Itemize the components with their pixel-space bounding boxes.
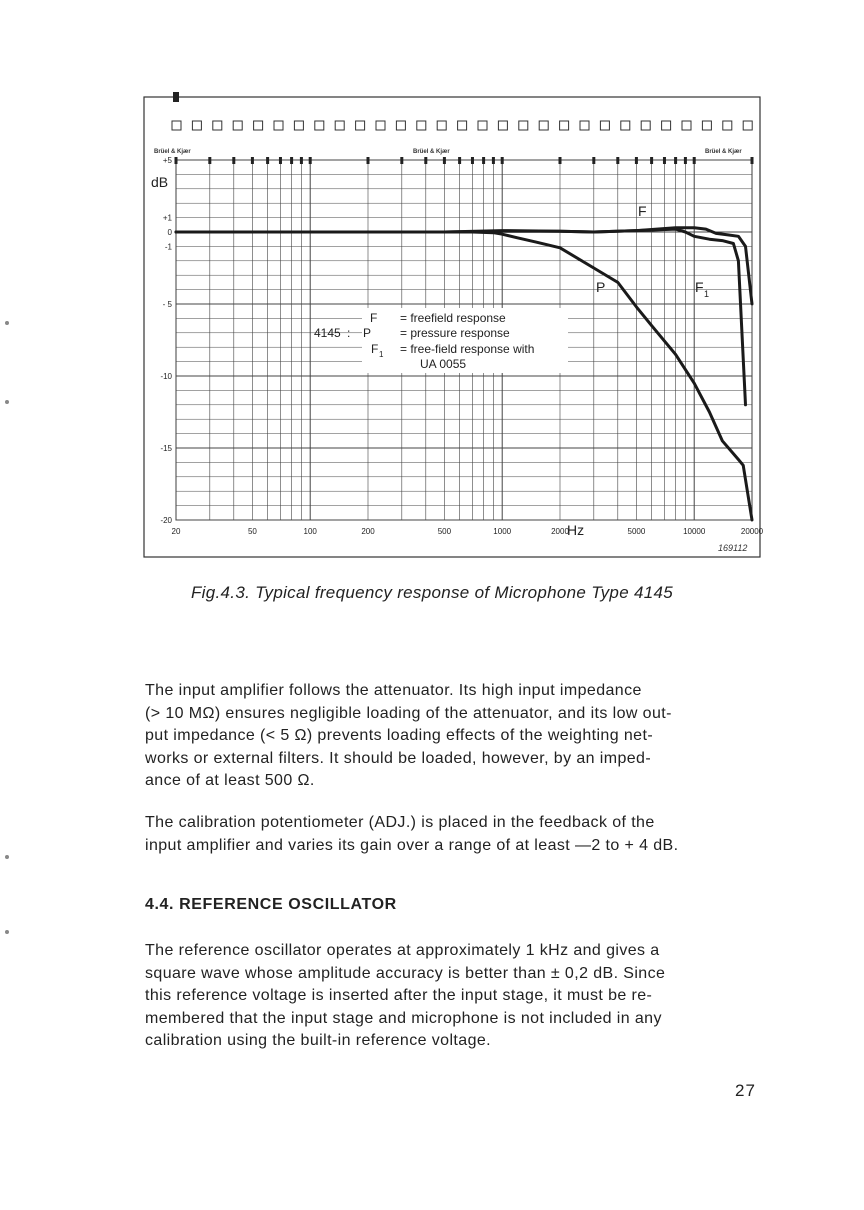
margin-mark [5,400,9,404]
sprocket-hole [682,121,691,130]
top-tick [693,157,696,164]
sprocket-hole [641,121,650,130]
top-tick [443,157,446,164]
top-tick [501,157,504,164]
legend-symbol-f: F [370,311,378,325]
top-tick [663,157,666,164]
top-tick [424,157,427,164]
top-tick [232,157,235,164]
x-tick-label: 20000 [740,527,764,536]
top-tick [309,157,312,164]
curve-label-f1-sub: 1 [704,289,710,299]
sprocket-hole [560,121,569,130]
paragraph-line: put impedance (< 5 Ω) prevents loading effects of the weighting net- [145,727,654,744]
top-tick [471,157,474,164]
y-tick-label: -1 [164,242,172,252]
legend-text-f: = freefield response [400,311,506,325]
legend-symbol-f1-sub: 1 [379,350,384,359]
x-tick-label: 20 [171,527,181,536]
x-tick-label: 500 [437,527,452,536]
top-tick [482,157,485,164]
frame-marker [173,92,179,102]
legend-text-f1: = free-field response with [400,342,535,356]
sprocket-hole [743,121,752,130]
curve-label-p: P [596,279,606,295]
paragraph-line: square wave whose amplitude accuracy is better than ± 0,2 dB. Since [145,964,666,982]
top-tick [751,157,754,164]
margin-mark [5,930,9,934]
x-tick-label: 200 [361,527,375,536]
sprocket-hole [702,121,711,130]
sprocket-hole [539,121,548,130]
x-tick-label: 1000 [493,527,512,536]
brand-mark-center: Brüel & Kjær [413,149,450,155]
paragraph-line: input amplifier and varies its gain over a range of at least —2 to + 4 dB. [145,836,679,854]
x-tick-label: 100 [303,527,317,536]
legend-model-number: 4145 [314,326,341,340]
y-tick-label: -15 [160,444,172,453]
paragraph-line: (> 10 MΩ) ensures negligible loading of the attenuator, and its low out- [145,704,672,722]
sprocket-hole [376,121,385,130]
x-tick-label: 5000 [627,527,646,536]
top-tick [592,157,595,164]
sprocket-hole [315,121,324,130]
sprocket-hole [254,121,263,130]
paragraph-line: works or external filters. It should be loaded, however, by an imped- [145,749,652,767]
top-tick [290,157,293,164]
sprocket-hole [458,121,467,130]
y-tick-labels [160,156,172,525]
y-tick-label: -20 [160,516,172,525]
paragraph-line: The reference oscillator operates at approximately 1 kHz and gives a [145,942,660,959]
paragraph-line: membered that the input stage and microphone is not included in any [145,1009,662,1027]
y-unit-label: dB [151,174,169,190]
top-tick [251,157,254,164]
paragraph-reference-oscillator [145,940,765,1053]
paragraph-line: this reference voltage is inserted after the input stage, it must be re- [145,987,653,1004]
x-tick-label: 50 [247,527,257,536]
legend-symbol-p: P [363,326,372,340]
top-tick [266,157,269,164]
top-tick [279,157,282,164]
sprocket-hole [172,121,181,130]
legend-symbol-f1: F [371,342,379,356]
sprocket-hole [723,121,732,130]
sprocket-hole [233,121,242,130]
sprocket-hole [417,121,426,130]
brand-mark-left: Brüel & Kjær [154,149,191,155]
x-unit-label: Hz [567,522,585,538]
x-tick-labels [172,527,764,536]
x-tick-label: 10000 [683,527,706,536]
y-tick-label: +5 [162,156,172,165]
sprocket-hole [580,121,589,130]
top-tick [674,157,677,164]
paragraph-line: The input amplifier follows the attenuator. Its high input impedance [145,682,642,699]
page-number: 27 [735,1081,756,1100]
sprocket-hole [335,121,344,130]
legend-dots: : [347,326,351,340]
top-tick [458,157,461,164]
top-tick [300,157,303,164]
brand-mark-right: Brüel & Kjær [705,149,742,155]
y-tick-label: - 5 [162,300,172,309]
figure-caption: Fig.4.3. Typical frequency response of Microphone Type 4145 [191,583,673,602]
frequency-response-figure [0,0,864,570]
paragraph-line: The calibration potentiometer (ADJ.) is placed in the feedback of the [145,814,655,831]
margin-mark [5,321,9,325]
section-heading: 4.4. REFERENCE OSCILLATOR [145,896,397,913]
top-tick [175,157,178,164]
sprocket-hole [437,121,446,130]
y-tick-label: +1 [162,213,172,223]
top-tick [400,157,403,164]
paragraph-input-amplifier [145,680,765,793]
curve-label-f: F [638,203,647,219]
sprocket-holes [172,121,752,130]
top-tick [492,157,495,164]
sprocket-hole [600,121,609,130]
top-tick [208,157,211,164]
paragraph-line: ance of at least 500 Ω. [145,772,315,789]
sprocket-hole [213,121,222,130]
y-tick-label: 0 [167,228,172,237]
legend-text-p: = pressure response [400,326,510,340]
sprocket-hole [478,121,487,130]
top-tick [684,157,687,164]
top-tick [635,157,638,164]
sprocket-hole [396,121,405,130]
sprocket-hole [356,121,365,130]
paragraph-calibration [145,812,765,857]
sprocket-hole [621,121,630,130]
sprocket-hole [294,121,303,130]
sprocket-hole [519,121,528,130]
curve-label-f1: F [695,279,704,295]
sprocket-hole [662,121,671,130]
x-tick-label: 2000 [551,527,569,536]
sprocket-hole [274,121,283,130]
legend-extra-line: UA 0055 [420,357,467,371]
paragraph-line: calibration using the built-in reference voltage. [145,1032,492,1049]
y-tick-label: -10 [160,372,172,381]
figure-id: 169112 [718,543,748,553]
margin-mark [5,855,9,859]
top-tick [616,157,619,164]
sprocket-hole [192,121,201,130]
top-tick [559,157,562,164]
top-tick [650,157,653,164]
top-tick [367,157,370,164]
sprocket-hole [498,121,507,130]
